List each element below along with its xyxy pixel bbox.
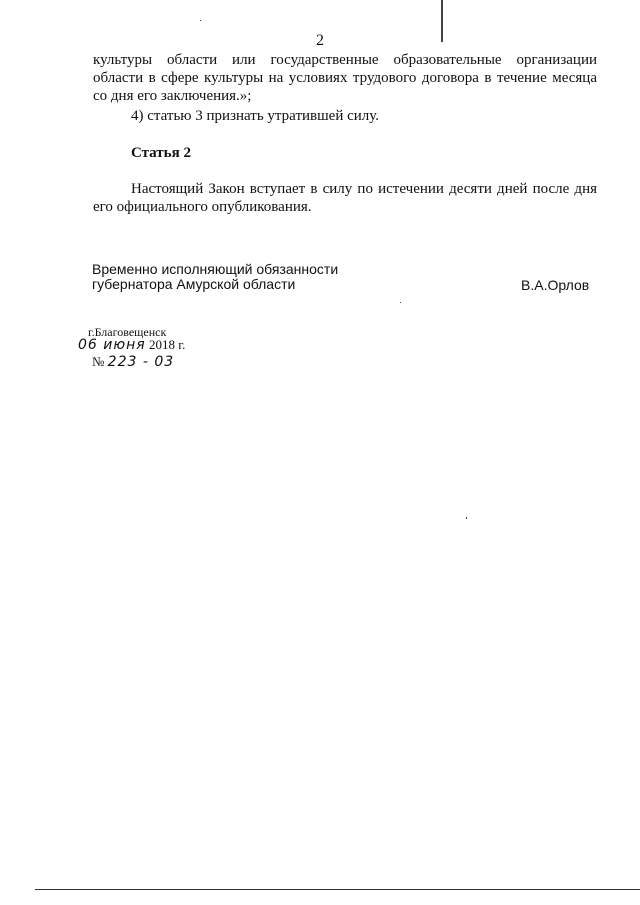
scan-artifact-dot [466, 517, 467, 519]
signatory-title-line: Временно исполняющий обязанности [92, 261, 339, 277]
page-number: 2 [316, 32, 324, 49]
paragraph-line: Настоящий Закон вступает в силу по истечении десяти дней после дня [131, 181, 597, 197]
item-4-text: 4) статью 3 признать утратившей силу. [131, 108, 380, 124]
handwritten-date: 06 июня [78, 337, 146, 353]
handwritten-number: 223 - 03 [107, 354, 175, 370]
paragraph-continuation [93, 51, 597, 105]
date-year: 2018 г. [148, 337, 186, 352]
scan-artifact-vertical-line [441, 0, 443, 42]
signatory-title [92, 262, 338, 292]
article-2-paragraph [93, 180, 597, 216]
place-of-signing: г.Благовещенск [88, 325, 167, 339]
bottom-scan-edge [35, 889, 640, 890]
date-line [78, 337, 185, 353]
paragraph-line: со дня его заключения.»; [93, 88, 252, 104]
paragraph-line: области в сфере культуры на условиях трудового договора в течение месяца [93, 70, 597, 86]
document-number-line [92, 354, 174, 370]
scan-artifact-dot [200, 20, 201, 21]
signatory-title-line: губернатора Амурской области [92, 276, 296, 292]
article-2-heading: Статья 2 [131, 145, 191, 161]
number-sign: № [92, 354, 105, 369]
paragraph-line: культуры области или государственные образовательные организации [93, 52, 597, 68]
signer-name: В.А.Орлов [521, 277, 590, 293]
paragraph-line: его официального опубликования. [93, 199, 312, 215]
scan-artifact-dot [400, 302, 401, 303]
